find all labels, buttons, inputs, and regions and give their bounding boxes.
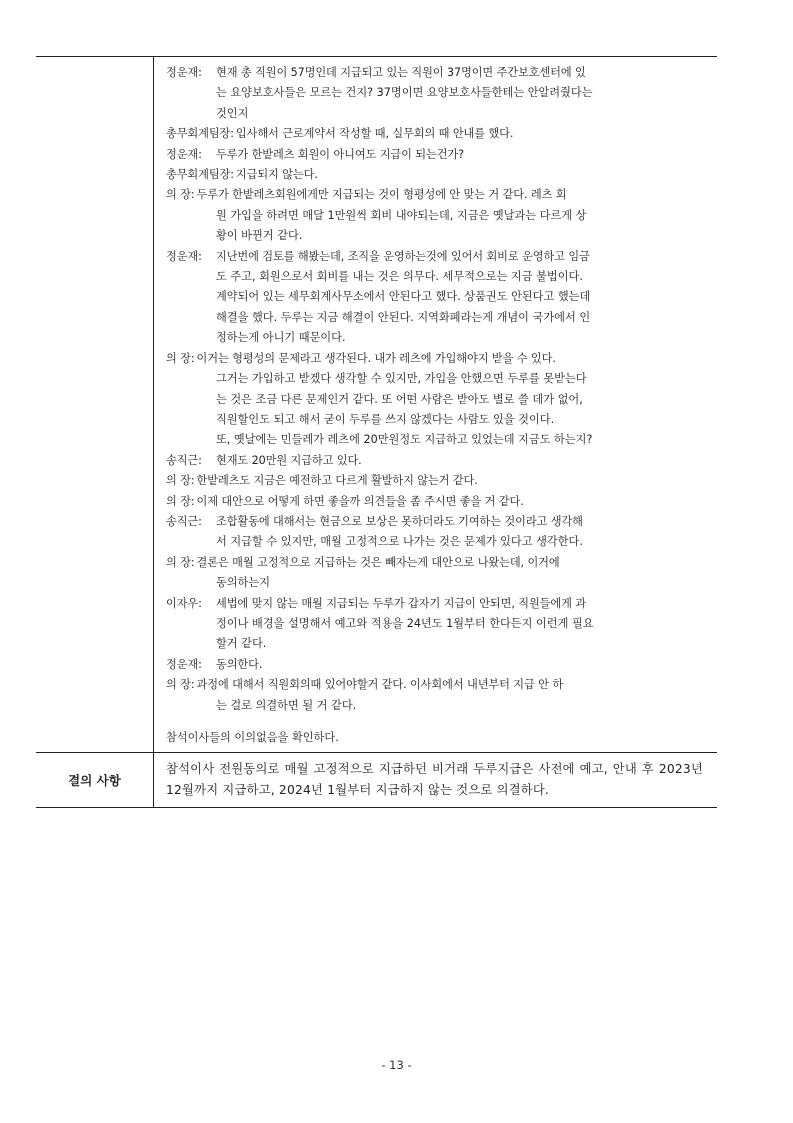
statement-line: 해결을 했다. 두루는 지금 해결이 안된다. 지역화폐라는게 개념이 국가에서 인 <box>216 310 591 324</box>
minutes-entry <box>166 247 717 349</box>
minutes-entry <box>166 512 717 553</box>
minutes-entry <box>166 451 717 471</box>
minutes-entry <box>166 594 717 655</box>
statement-line: 는 것은 조금 다른 문제인거 같다. 또 어떤 사람은 받아도 별로 쓸 데가 없어, <box>216 392 583 406</box>
speaker-label: 정운재: <box>166 249 202 263</box>
discussion-body-cell <box>154 57 718 753</box>
minutes-entry <box>166 63 717 124</box>
statement-line: 지급되지 않는다. <box>235 168 318 182</box>
statement-line: 두루가 한밭레츠 회원이 아니여도 지급이 되는건가? <box>216 147 464 161</box>
minutes-entry <box>166 655 717 675</box>
statement-line: 현재도 20만원 지급하고 있다. <box>216 453 362 467</box>
resolution-text: 참석이사 전원동의로 매월 고정적으로 지급하던 비거래 두루지급은 사전에 예고, 안내 후 2023년 12월까지 지급하고, 2024년 1월부터 지급하지 않는 것으로 의결하다. <box>166 762 703 798</box>
statement-line: 것인지 <box>216 106 249 120</box>
statement-line: 할거 같다. <box>216 637 267 651</box>
statement-line: 서 지급할 수 있지만, 매월 고정적으로 나가는 것은 문제가 있다고 생각한다. <box>216 535 583 549</box>
statement-line: 계약되어 있는 세무회계사무소에서 안된다고 했다. 상품권도 안된다고 했는데 <box>216 290 591 304</box>
speaker-label: 의 장: <box>166 351 195 365</box>
closing-note: 참석이사들의 이의없음을 확인하다. <box>166 731 339 744</box>
speaker-label: 총무회계팀장: <box>166 127 234 141</box>
statement-line: 정하는게 아니기 때문이다. <box>216 331 346 345</box>
statement-line: 동의하는지 <box>216 576 271 590</box>
speaker-label: 정운재: <box>166 147 202 161</box>
speaker-label: 송직근: <box>166 453 202 467</box>
statement-line: 입사해서 근로계약서 작성할 때, 실무회의 때 안내를 했다. <box>235 127 514 141</box>
minutes-entry <box>166 165 717 185</box>
minutes-entry <box>166 185 717 246</box>
speaker-label: 총무회계팀장: <box>166 168 234 182</box>
statement-line: 이거는 형평성의 문제라고 생각된다. 내가 레츠에 가입해야지 받을 수 있다. <box>196 351 556 365</box>
statement-line: 정이나 배경을 설명해서 예고와 적용을 24년도 1월부터 한다든지 이런게 필요 <box>216 616 594 630</box>
statement-line: 조합활동에 대해서는 현금으로 보상은 못하더라도 기여하는 것이라고 생각해 <box>216 514 583 528</box>
discussion-row <box>36 57 717 753</box>
minutes-transcript <box>154 57 717 752</box>
speaker-label: 의 장: <box>166 188 195 202</box>
minutes-entry <box>166 471 717 491</box>
minutes-entry <box>166 492 717 512</box>
resolution-label: 결의 사항 <box>36 753 154 808</box>
statement-line: 결론은 매월 고정적으로 지급하는 것은 빼자는게 대안으로 나왔는데, 이거에 <box>196 555 560 569</box>
statement-line: 직원할인도 되고 해서 굳이 두루를 쓰지 않겠다는 사람도 있을 것이다. <box>216 412 555 426</box>
statement-line: 세법에 맞지 않는 매월 지급되는 두루가 갑자기 지급이 안되면, 직원들에게 과 <box>216 596 586 610</box>
speaker-label: 정운재: <box>166 657 202 671</box>
statement-line: 과정에 대해서 직원회의때 있어야할거 같다. 이사회에서 내년부터 지급 안 하 <box>196 678 564 692</box>
page-number: - 13 - <box>381 1058 412 1072</box>
minutes-entry <box>166 553 717 594</box>
speaker-label: 이자우: <box>166 596 202 610</box>
statement-line: 는 요양보호사들은 모르는 건지? 37명이면 요양보호사들한테는 안알려줬다는 <box>216 86 593 100</box>
statement-line: 는 걸로 의결하면 될 거 같다. <box>216 698 357 712</box>
speaker-label: 정운재: <box>166 66 202 79</box>
statement-line: 황이 바뀐거 같다. <box>216 229 303 243</box>
statement-line: 원 가입을 하려면 매달 1만원씩 회비 내야되는데, 지금은 옛날과는 다르게 상 <box>216 208 587 222</box>
statement-line: 도 주고, 회원으로서 회비를 내는 것은 의무다. 세무적으로는 지금 불법이다. <box>216 270 583 284</box>
statement-line: 현재 총 직원이 57명인데 지급되고 있는 직원이 37명이면 주간보호센터에 있 <box>216 66 586 79</box>
minutes-entry <box>166 349 717 451</box>
minutes-entry <box>166 675 717 716</box>
speaker-label: 의 장: <box>166 494 195 508</box>
spacer <box>166 716 717 728</box>
statement-line: 두루가 한밭레츠회원에게만 지급되는 것이 형평성에 안 맞는 거 같다. 레츠 회 <box>196 188 567 202</box>
discussion-label-cell <box>36 57 154 753</box>
statement-line: 또, 옛날에는 민들레가 레츠에 20만원정도 지급하고 있었는데 지금도 하는지? <box>216 433 593 447</box>
speaker-label: 의 장: <box>166 555 195 569</box>
speaker-label: 송직근: <box>166 514 202 528</box>
statement-line: 지난번에 검토를 해봤는데, 조직을 운영하는것에 있어서 회비로 운영하고 임금 <box>216 249 590 263</box>
statement-line: 동의한다. <box>216 657 263 671</box>
statement-line: 그거는 가입하고 받겠다 생각할 수 있지만, 가입을 안했으면 두루를 못받는다 <box>216 372 587 386</box>
statement-line: 한밭레츠도 지금은 예전하고 다르게 활발하지 않는거 같다. <box>196 474 478 488</box>
speaker-label: 의 장: <box>166 474 195 488</box>
minutes-table <box>36 56 717 808</box>
resolution-row <box>36 753 717 808</box>
speaker-label: 의 장: <box>166 678 195 692</box>
statement-line: 이제 대안으로 어떻게 하면 좋을까 의견들을 좀 주시면 좋을 거 같다. <box>196 494 524 508</box>
minutes-entry <box>166 145 717 165</box>
minutes-entry <box>166 124 717 144</box>
